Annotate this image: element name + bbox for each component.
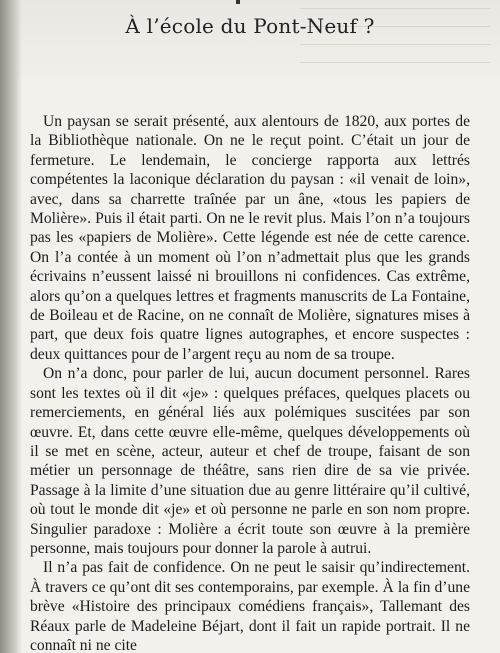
paragraph-2: On n’a donc, pour parler de lui, aucun document personnel. Rares sont les textes où il dit «je» : quelques préfaces, quelques placets ou remerciements, en général liés aux polémiques suscitées par son œuvre. Et, dans cette œuvre elle-même, quelques développements où il se met en scène, acteur, auteur et chef de troupe, faisant de son métier un personnage de théâtre, sans rien dire de sa vie privée. Passage à la limite d’une situation due au genre littéraire qu’il cultivé, où tout le monde dit «je» et où personne ne parle en son nom propre. Singulier paradoxe : Molière a écrit toute son œuvre à la première personne, mais toujours pour donner la parole à autrui. [30,365,470,557]
paragraph-3: Il n’a pas fait de confidence. On ne peut le saisir qu’indirectement. À travers ce qu’ont dit ses contemporains, par exemple. À la fin d’une brève «Histoire des principaux comédiens français», Tallemant des Réaux parle de Madeleine Béjart, dont il fait un rapide portrait. Il ne connaît ni ne cite [30,559,470,653]
print-mark [236,0,240,4]
show-through-line [300,8,490,9]
show-through-line [300,62,490,63]
page-gutter-shadow [0,0,22,653]
show-through-previous-page [0,0,500,78]
paragraph-1: Un paysan se serait présenté, aux alentours de 1820, aux portes de la Bibliothèque nationale. On ne le reçut point. C’était un jour de fermeture. Le lendemain, le concierge rapporta aux lettrés compétentes la laconique déclaration du paysan : «il venait de loin», avec, dans sa charrette traînée par un âne, «tous les papiers de Molière». Puis il était parti. On ne le revit plus. Mais l’on n’a toujours pas les «papiers de Molière». Cette légende est née de cette carence. On l’a contée à un moment où l’on n’admettait plus que les grands écrivains n’eussent laissé ni brouillons ni confidences. Cas extrême, alors qu’on a quelques lettres et fragments manuscrits de La Fontaine, de Boileau et de Racine, on ne connaît de Molière, signatures mises à part, que deux fois quatre lignes autographes, et encore suspectes : deux quittances pour de l’argent reçu au nom de sa troupe. [30,113,470,363]
chapter-title: À l’école du Pont-Neuf ? [125,14,375,38]
show-through-line [300,44,490,45]
body-text [30,112,470,653]
